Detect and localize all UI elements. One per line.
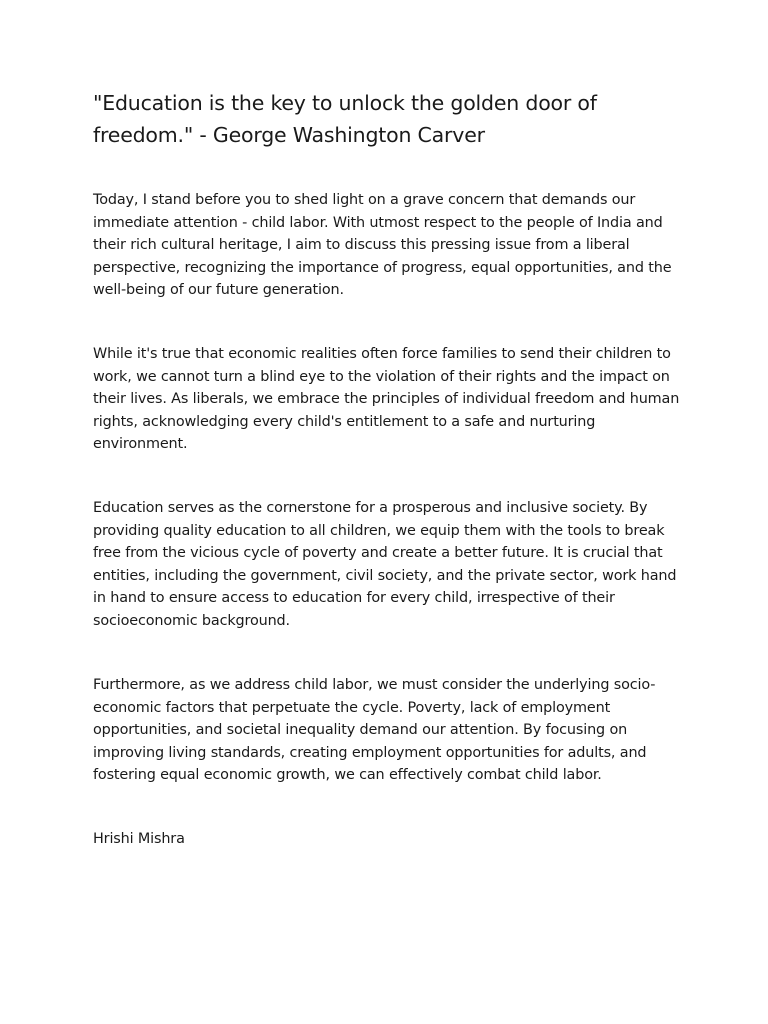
- author-signature: Hrishi Mishra: [93, 831, 185, 847]
- document-title: "Education is the key to unlock the golden door of freedom." - George Washington Carver: [93, 91, 597, 147]
- paragraph: Today, I stand before you to shed light on a grave concern that demands our immediate attention - child labor. With utmost respect to the people of India and their rich cultural heritage, I aim to discuss this pressing issue from a liberal perspective, recognizing the importance of progress, equal opportunities, and the well-being of our future generation.: [93, 192, 672, 298]
- document-body: [93, 87, 693, 847]
- paragraph: Furthermore, as we address child labor, we must consider the underlying socio-economic factors that perpetuate the cycle. Poverty, lack of employment opportunities, and societal inequality demand our attention. By focusing on improving living standards, creating employment opportunities for adults, and fostering equal economic growth, we can effectively combat child labor.: [93, 677, 656, 783]
- paragraph: Education serves as the cornerstone for a prosperous and inclusive society. By providing quality education to all children, we equip them with the tools to break free from the vicious cycle of poverty and create a better future. It is crucial that entities, including the government, civil society, and the private sector, work hand in hand to ensure access to education for every child, irrespective of their socioeconomic background.: [93, 500, 677, 629]
- paragraph: While it's true that economic realities often force families to send their children to work, we cannot turn a blind eye to the violation of their rights and the impact on their lives. As liberals, we embrace the principles of individual freedom and human rights, acknowledging every child's entitlement to a safe and nurturing environment.: [93, 346, 680, 452]
